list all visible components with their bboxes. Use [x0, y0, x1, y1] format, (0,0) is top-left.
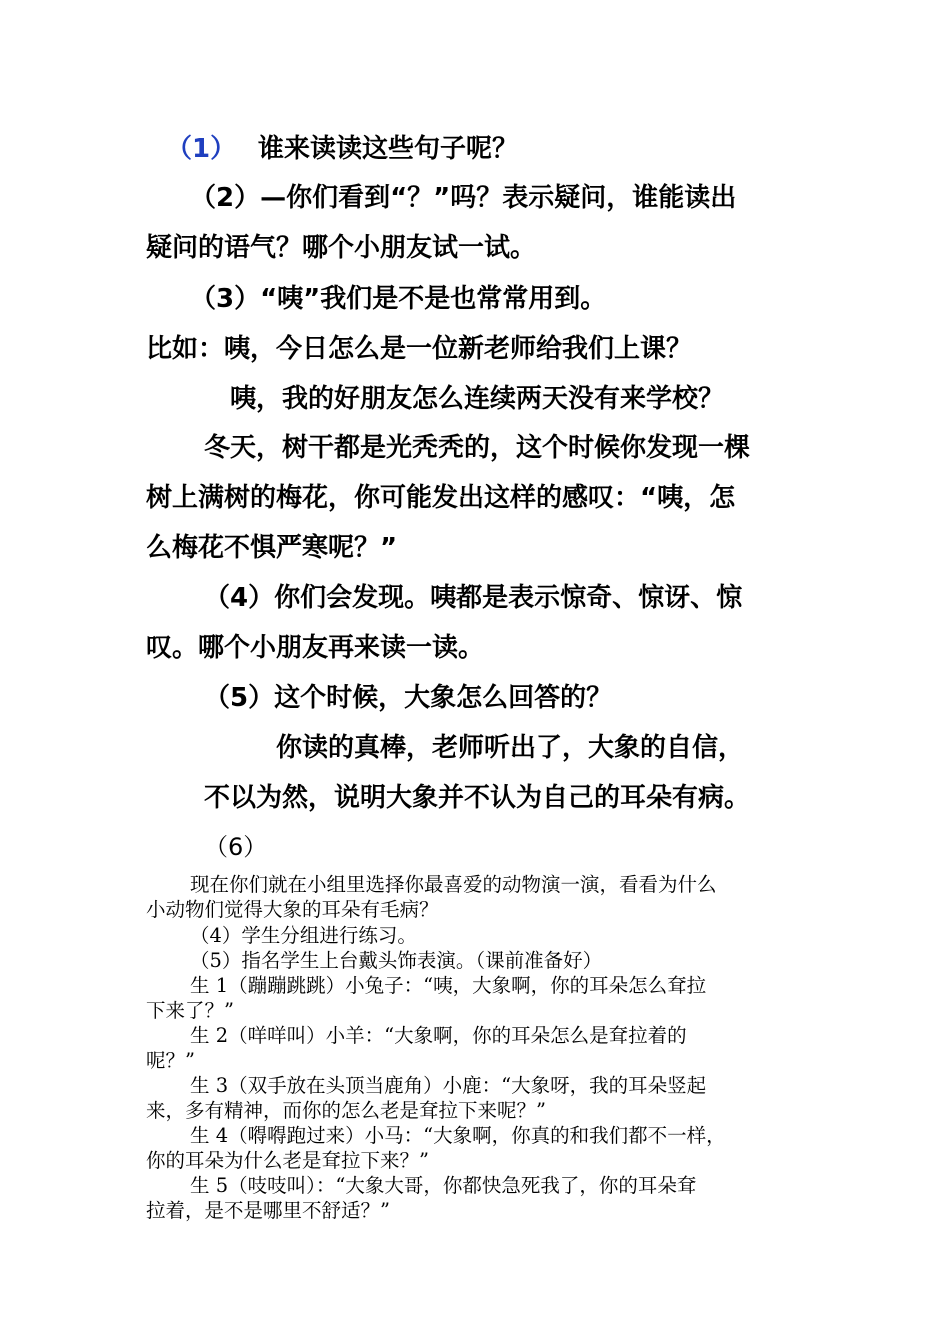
- student-4-line-1: 生 4（嘚嘚跑过来）小马：“大象啊，你真的和我们都不一样，: [190, 1124, 726, 1147]
- step-4: （4）学生分组进行练习。: [190, 924, 417, 947]
- step-5: （5）指名学生上台戴头饰表演。（课前准备好）: [190, 949, 603, 972]
- intro-line-2: 小动物们觉得大象的耳朵有毛病？: [146, 898, 439, 921]
- question-4-line-1: （4）你们会发现。咦都是表示惊奇、惊讶、惊: [204, 583, 743, 613]
- praise-line-2: 不以为然，说明大象并不认为自己的耳朵有病。: [204, 783, 751, 813]
- student-1-line-1: 生 1（蹦蹦跳跳）小兔子：“咦，大象啊，你的耳朵怎么耷拉: [190, 974, 707, 997]
- example-line-1: 比如：咦，今日怎么是一位新老师给我们上课？: [146, 334, 693, 364]
- question-6-number: （6）: [204, 833, 268, 861]
- student-4-line-2: 你的耳朵为什么老是耷拉下来？”: [146, 1149, 429, 1172]
- winter-line-1: 冬天，树干都是光秃秃的，这个时候你发现一棵: [204, 433, 751, 463]
- question-3-line: （3）“咦”我们是不是也常常用到。: [190, 284, 607, 314]
- question-2-line-2: 疑问的语气？哪个小朋友试一试。: [146, 233, 537, 263]
- student-1-line-2: 下来了？”: [146, 999, 234, 1022]
- question-4-line-2: 叹。哪个小朋友再来读一读。: [146, 633, 485, 663]
- student-3-line-2: 来，多有精神，而你的怎么老是耷拉下来呢？”: [146, 1099, 546, 1122]
- student-5-line-2: 拉着，是不是哪里不舒适？”: [146, 1199, 390, 1222]
- praise-line-1: 你读的真棒，老师听出了，大象的自信，: [276, 733, 745, 763]
- question-5-line: （5）这个时候，大象怎么回答的？: [204, 683, 613, 713]
- student-2-line-1: 生 2（咩咩叫）小羊：“大象啊，你的耳朵怎么是耷拉着的: [190, 1024, 687, 1047]
- question-1-number: （1）: [166, 134, 237, 164]
- example-line-2: 咦，我的好朋友怎么连续两天没有来学校？: [230, 384, 725, 414]
- student-3-line-1: 生 3（双手放在头顶当鹿角）小鹿：“大象呀，我的耳朵竖起: [190, 1074, 707, 1097]
- question-2-line-1: （2）—你们看到“？”吗？表示疑问，谁能读出: [190, 183, 737, 213]
- student-5-line-1: 生 5（吱吱叫）：“大象大哥，你都快急死我了，你的耳朵耷: [190, 1174, 697, 1197]
- student-2-line-2: 呢？”: [146, 1049, 195, 1072]
- winter-line-2: 树上满树的梅花，你可能发出这样的感叹：“咦，怎: [146, 483, 736, 513]
- winter-line-3: 么梅花不惧严寒呢？”: [146, 533, 398, 563]
- question-1-text: 谁来读读这些句子呢？: [258, 134, 519, 164]
- intro-line-1: 现在你们就在小组里选择你最喜爱的动物演一演，看看为什么: [190, 873, 717, 896]
